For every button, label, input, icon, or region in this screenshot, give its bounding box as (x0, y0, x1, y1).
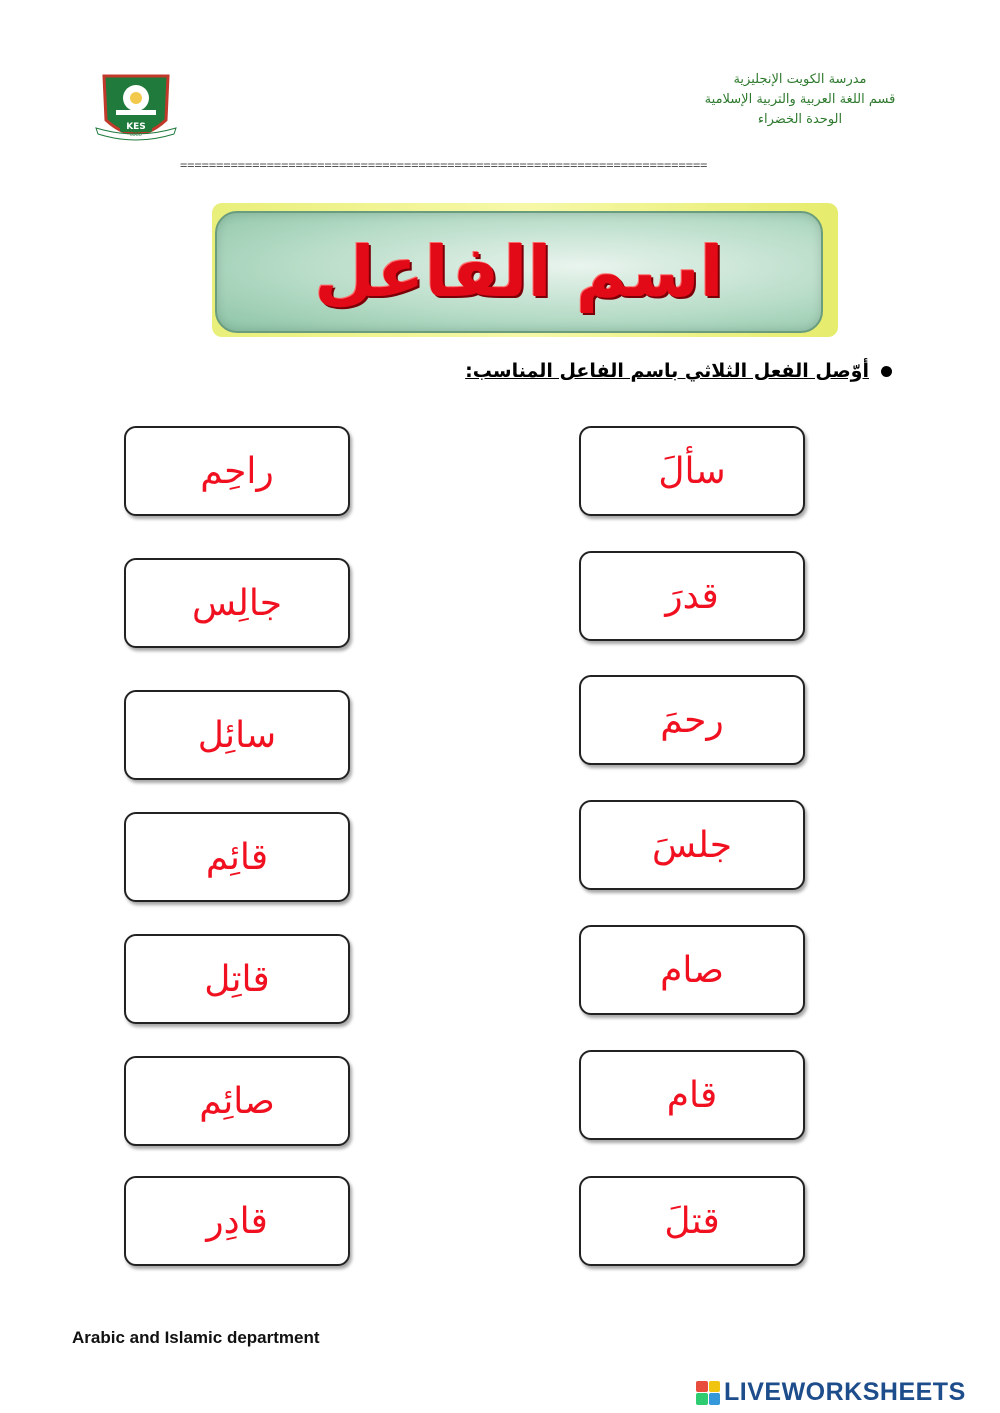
instruction-text: أوّصل الفعل الثلاثي باسم الفاعل المناسب: (465, 360, 869, 382)
left-card-6[interactable]: صائِم (124, 1056, 350, 1146)
bullet-icon (881, 366, 892, 377)
liveworksheets-text: LIVEWORKSHEETS (724, 1378, 966, 1406)
right-card-3[interactable]: رحمَ (579, 675, 805, 765)
right-card-4[interactable]: جلسَ (579, 800, 805, 890)
page-title: اسم الفاعل (314, 231, 724, 313)
left-card-5[interactable]: قاتِل (124, 934, 350, 1024)
school-logo (94, 70, 178, 150)
right-card-5[interactable]: صام (579, 925, 805, 1015)
left-card-7[interactable]: قادِر (124, 1176, 350, 1266)
right-card-7[interactable]: قتلَ (579, 1176, 805, 1266)
department-name: قسم اللغة العربية والتربية الإسلامية (704, 92, 896, 107)
liveworksheets-logo-icon (696, 1381, 720, 1405)
left-card-3[interactable]: سائِل (124, 690, 350, 780)
left-card-1[interactable]: راحِم (124, 426, 350, 516)
right-card-2[interactable]: قدرَ (579, 551, 805, 641)
svg-text:LOGO: LOGO (130, 132, 142, 137)
left-card-2[interactable]: جالِس (124, 558, 350, 648)
title-banner-panel (215, 211, 823, 333)
school-header (670, 70, 930, 130)
unit-name: الوحدة الخضراء (757, 112, 843, 127)
right-card-1[interactable]: سألَ (579, 426, 805, 516)
footer-department: Arabic and Islamic department (72, 1328, 320, 1347)
liveworksheets-watermark (696, 1378, 966, 1407)
left-card-4[interactable]: قائِم (124, 812, 350, 902)
instruction (465, 360, 892, 382)
header-divider: ========================================================================= (180, 158, 708, 172)
right-card-6[interactable]: قام (579, 1050, 805, 1140)
logo-text: KES (126, 122, 146, 132)
title-banner (212, 203, 838, 337)
school-name: مدرسة الكويت الإنجليزية (733, 72, 867, 87)
